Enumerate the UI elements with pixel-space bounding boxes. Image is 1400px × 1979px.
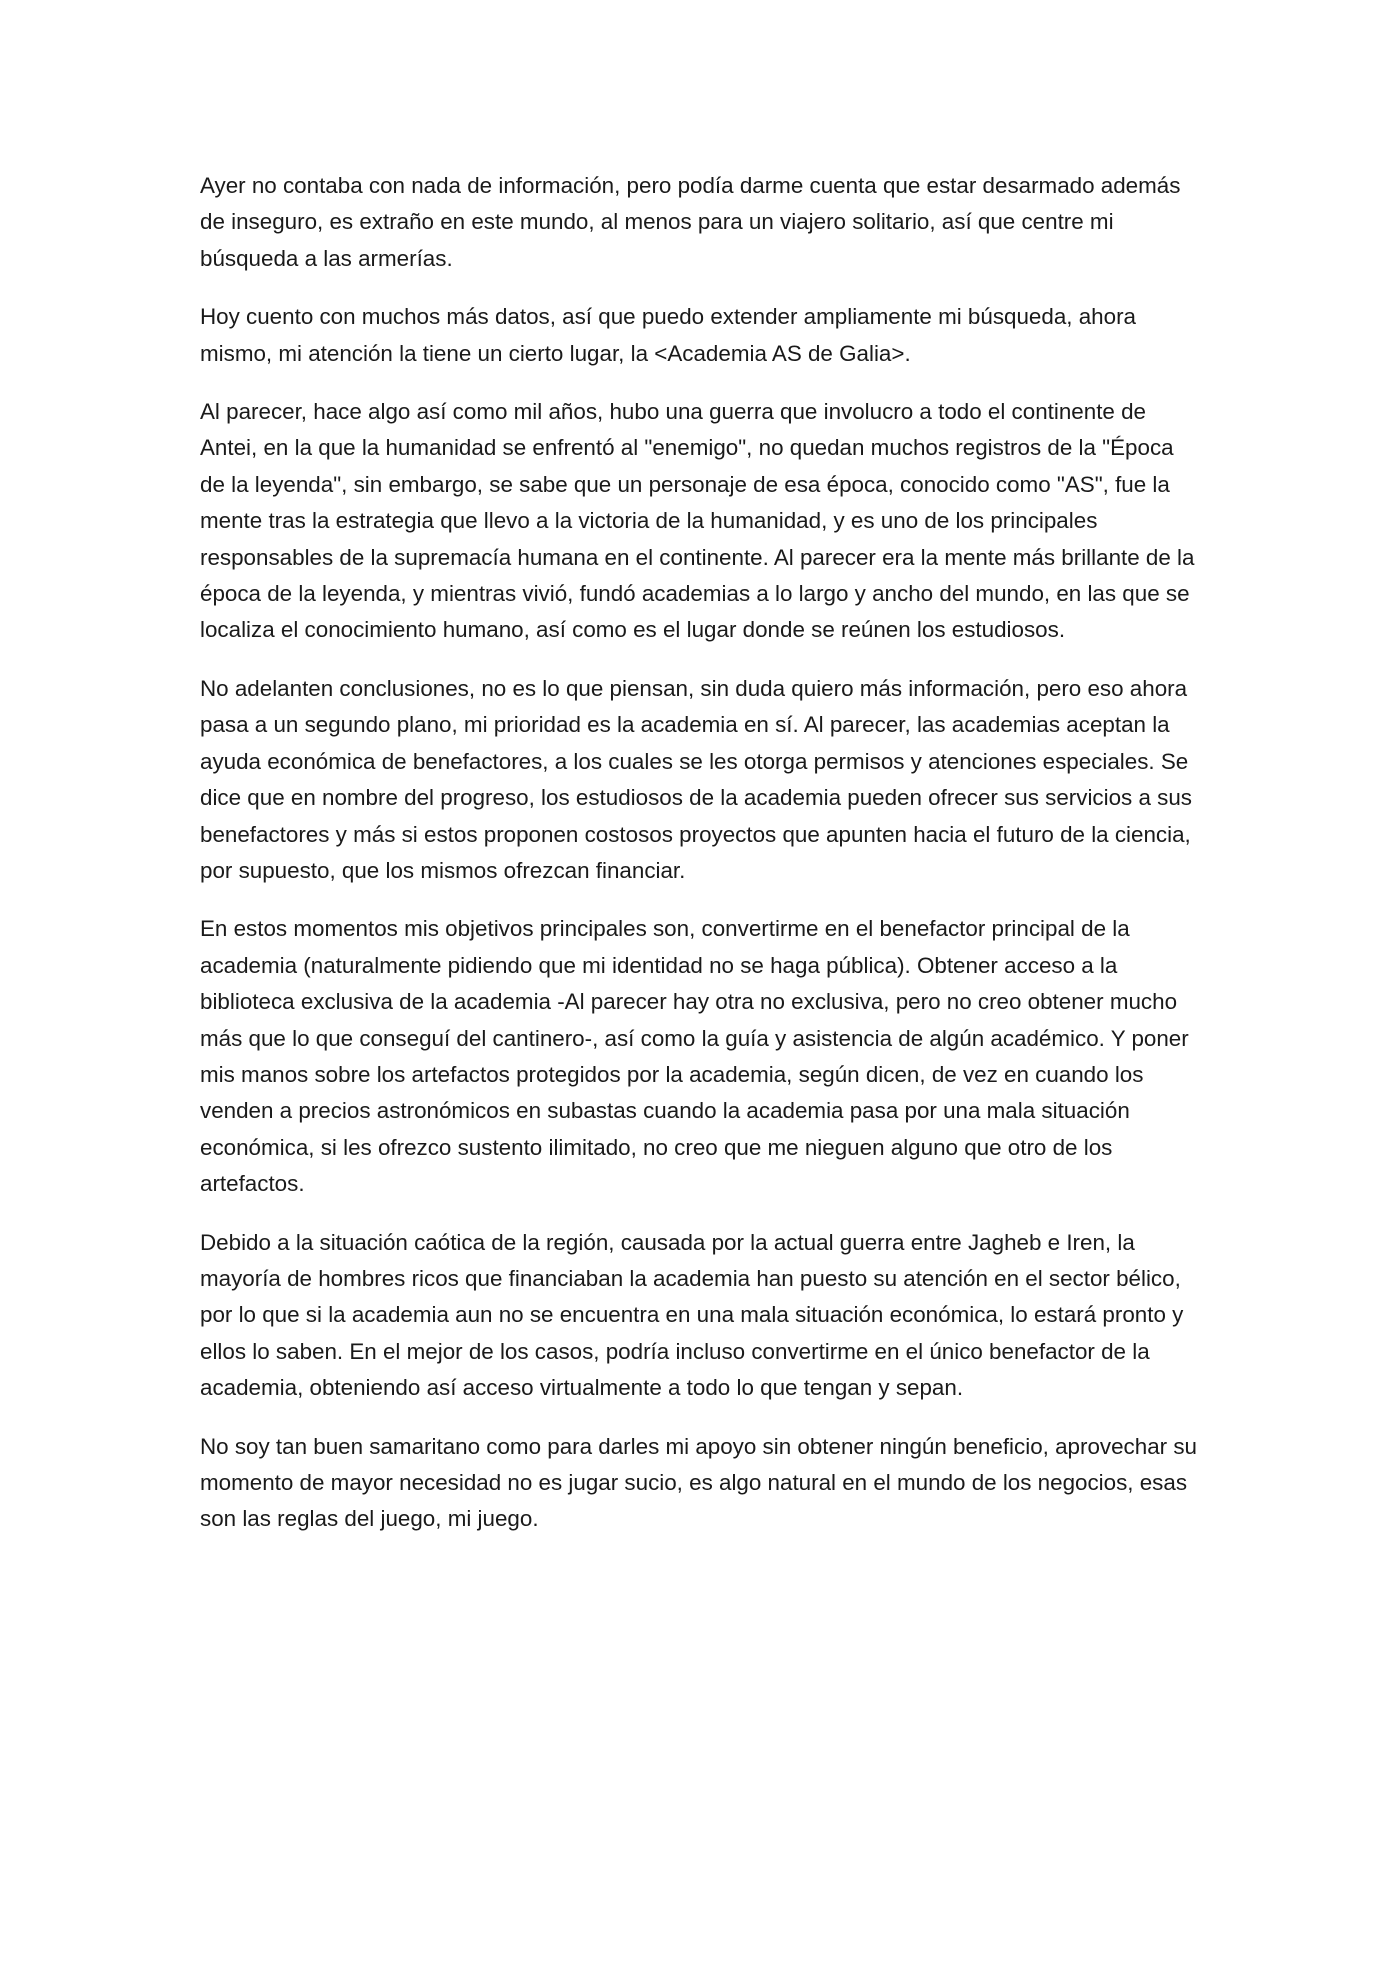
paragraph: Al parecer, hace algo así como mil años, hubo una guerra que involucro a todo el continente de Antei, en la que la humanidad se enfrentó al "enemigo", no quedan muchos registros de la "Época de la leyenda", sin embargo, se sabe que un personaje de esa época, conocido como "AS", fue la mente tras la estrategia que llevo a la victoria de la humanidad, y es uno de los principales responsables de la supremacía humana en el continente. Al parecer era la mente más brillante de la época de la leyenda, y mientras vivió, fundó academias a lo largo y ancho del mundo, en las que se localiza el conocimiento humano, así como es el lugar donde se reúnen los estudiosos. [200,399,1195,643]
paragraph: No adelanten conclusiones, no es lo que piensan, sin duda quiero más información, pero eso ahora pasa a un segundo plano, mi prioridad es la academia en sí. Al parecer, las academias aceptan la ayuda económica de benefactores, a los cuales se les otorga permisos y atenciones especiales. Se dice que en nombre del progreso, los estudiosos de la academia pueden ofrecer sus servicios a sus benefactores y más si estos proponen costosos proyectos que apunten hacia el futuro de la ciencia, por supuesto, que los mismos ofrezcan financiar. [200,675,1192,883]
document-page [200,168,1204,1560]
paragraph: Ayer no contaba con nada de información, pero podía darme cuenta que estar desarmado además de inseguro, es extraño en este mundo, al menos para un viajero solitario, así que centre mi búsqueda a las armerías. [200,173,1181,271]
paragraph: Debido a la situación caótica de la región, causada por la actual guerra entre Jagheb e Iren, la mayoría de hombres ricos que financiaban la academia han puesto su atención en el sector bélico, por lo que si la academia aun no se encuentra en una mala situación económica, lo estará pronto y ellos lo saben. En el mejor de los casos, podría incluso convertirme en el único benefactor de la academia, obteniendo así acceso virtualmente a todo lo que tengan y sepan. [200,1229,1184,1401]
paragraph: En estos momentos mis objetivos principales son, convertirme en el benefactor principal de la academia (naturalmente pidiendo que mi identidad no se haga pública). Obtener acceso a la biblioteca exclusiva de la academia -Al parecer hay otra no exclusiva, pero no creo obtener mucho más que lo que conseguí del cantinero-, así como la guía y asistencia de algún académico. Y poner mis manos sobre los artefactos protegidos por la academia, según dicen, de vez en cuando los venden a precios astronómicos en subastas cuando la academia pasa por una mala situación económica, si les ofrezco sustento ilimitado, no creo que me nieguen alguno que otro de los artefactos. [200,916,1189,1197]
paragraph: Hoy cuento con muchos más datos, así que puedo extender ampliamente mi búsqueda, ahora mismo, mi atención la tiene un cierto lugar, la <Academia AS de Galia>. [200,304,1137,366]
paragraph: No soy tan buen samaritano como para darles mi apoyo sin obtener ningún beneficio, aprovechar su momento de mayor necesidad no es jugar sucio, es algo natural en el mundo de los negocios, esas son las reglas del juego, mi juego. [200,1433,1197,1532]
